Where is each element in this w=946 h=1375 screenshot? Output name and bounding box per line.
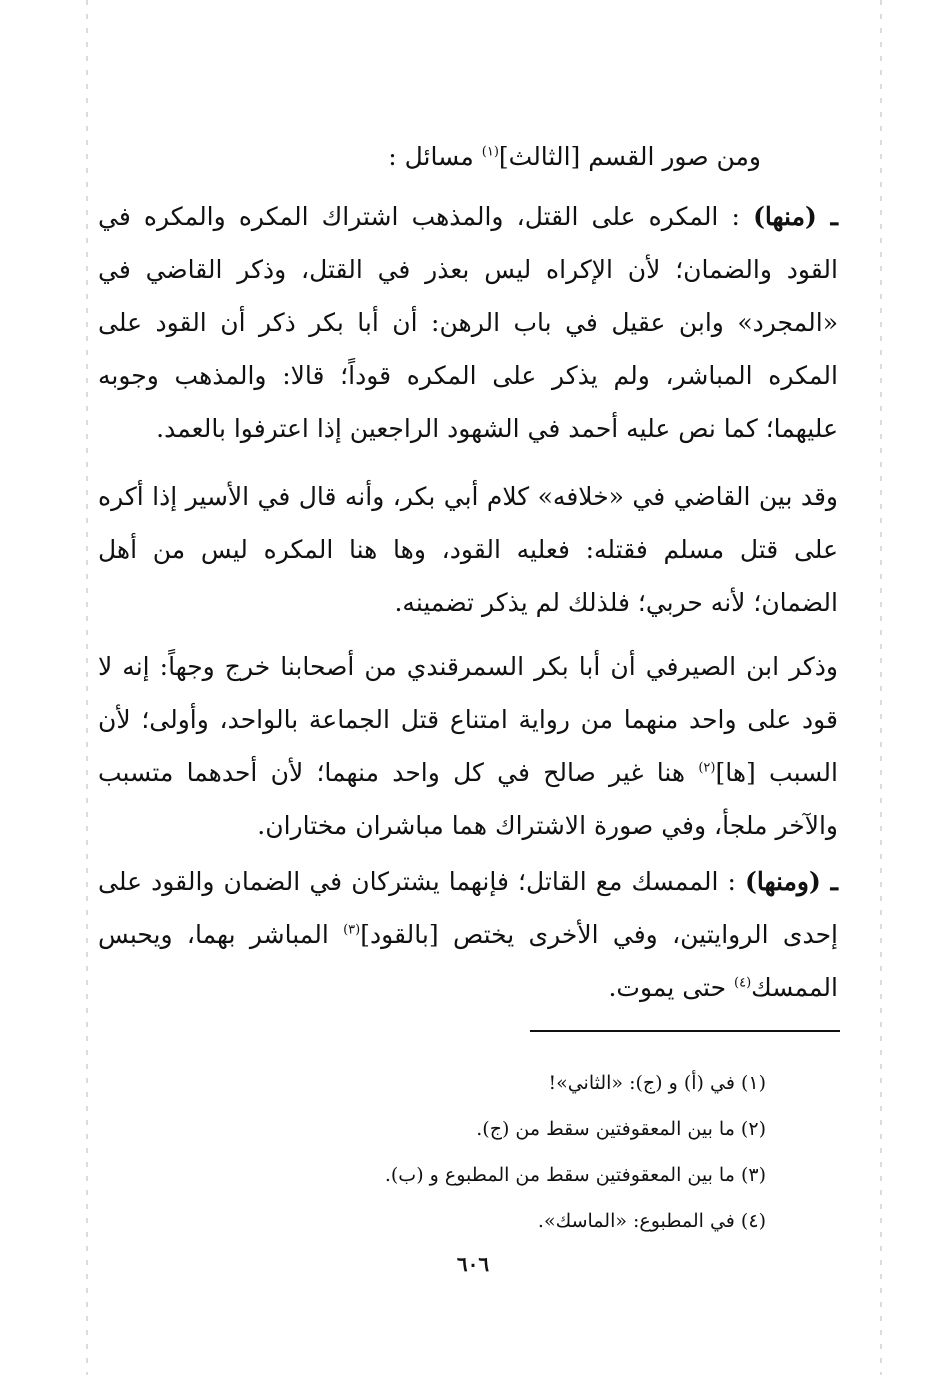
paragraph-4 — [98, 855, 838, 1014]
paragraph-4-text-b: المباشر بهما، ويحبس الممسك — [98, 920, 838, 1002]
paragraph-1-lead: ـ (منها) — [753, 202, 838, 231]
footnote-separator — [530, 1030, 840, 1032]
paragraph-3-text-b: هنا غير صالح في كل واحد منهما؛ لأن أحدهما متسبب والآخر ملجأ، وفي صورة الاشتراك هما مباشران مختاران. — [98, 758, 838, 840]
paragraph-4-text-c: حتى يموت. — [608, 973, 735, 1002]
footnote-1: (١) في (أ) و (ج): «الثاني»! — [548, 1072, 766, 1094]
footnote-ref-4: (٤) — [734, 975, 752, 991]
intro-text: ومن صور القسم [الثالث] — [498, 142, 761, 171]
paragraph-1-text: : المكره على القتل، والمذهب اشتراك المكره والمكره في القود والضمان؛ لأن الإكراه ليس بعذر في القتل، وذكر القاضي في «المجرد» وابن عقيل في باب الرهن: أن أبا بكر ذكر أن القود على المكره المباشر، ولم يذكر على المكره قوداً؛ قالا: والمذهب وجوبه عليهما؛ كما نص عليه أحمد في الشهود الراجعين إذا اعترفوا بالعمد. — [98, 202, 838, 443]
scan-margin-dots-right — [880, 0, 882, 1375]
footnote-3: (٣) ما بين المعقوفتين سقط من المطبوع و (ب). — [384, 1164, 766, 1186]
paragraph-2-text: وقد بين القاضي في «خلافه» كلام أبي بكر، وأنه قال في الأسير إذا أكره على قتل مسلم فقتله: فعليه القود، وها هنا المكره ليس من أهل الضمان؛ لأنه حربي؛ فلذلك لم يذكر تضمينه. — [98, 482, 838, 617]
footnote-4: (٤) في المطبوع: «الماسك». — [537, 1210, 766, 1232]
paragraph-4-lead: ـ (ومنها) — [745, 867, 838, 896]
scan-margin-dots-left — [86, 0, 88, 1375]
intro-tail: مسائل : — [388, 142, 482, 171]
paragraph-2 — [98, 470, 838, 629]
footnote-ref-3: (٣) — [343, 922, 361, 938]
footnotes-list — [206, 1060, 766, 1244]
paragraph-1 — [98, 190, 838, 455]
footnote-ref-1: (١) — [481, 144, 499, 160]
section-intro-line — [388, 132, 761, 182]
paragraph-4-text-a: : الممسك مع القاتل؛ فإنهما يشتركان في الضمان والقود على إحدى الروايتين، وفي الأخرى يختص [بالقود] — [98, 867, 838, 949]
footnote-2: (٢) ما بين المعقوفتين سقط من (ج). — [476, 1118, 766, 1140]
page-number: ٦٠٦ — [456, 1252, 490, 1276]
footnote-ref-2: (٢) — [698, 760, 716, 776]
paragraph-3 — [98, 640, 838, 852]
paragraph-3-text-a: وذكر ابن الصيرفي أن أبا بكر السمرقندي من أصحابنا خرج وجهاً: إنه لا قود على واحد منهما من رواية امتناع قتل الجماعة بالواحد، وأولى؛ لأن السبب [ها] — [98, 652, 838, 787]
